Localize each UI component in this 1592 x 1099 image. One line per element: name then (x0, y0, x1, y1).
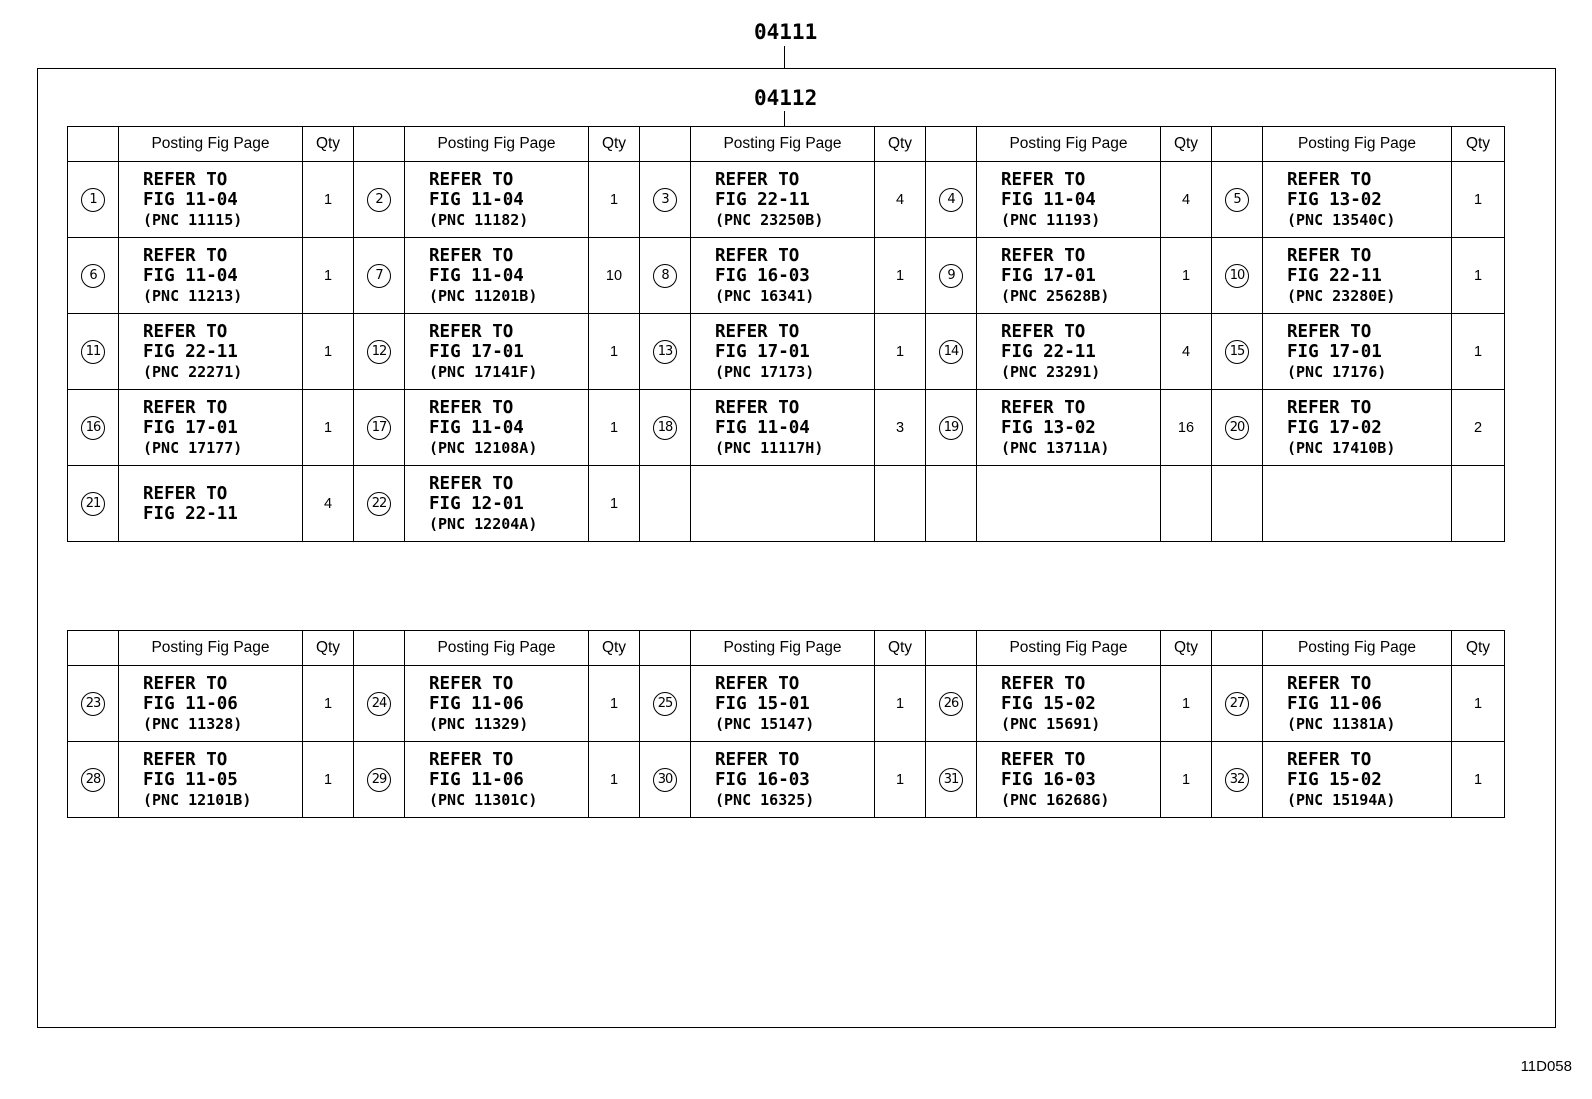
refer-to-text: REFER TO (1001, 169, 1086, 190)
item-number-cell (926, 466, 977, 542)
item-number-cell (640, 314, 691, 390)
item-number-cell (354, 390, 405, 466)
header-qty: Qty (875, 631, 926, 666)
pnc-reference: (PNC 23250B) (715, 210, 824, 229)
refer-to-text: REFER TO (143, 245, 228, 266)
quantity-cell: 1 (875, 238, 926, 314)
callout-number: 27 (1225, 692, 1249, 716)
reference-cell (1263, 666, 1452, 742)
pnc-reference: (PNC 13540C) (1287, 210, 1396, 229)
reference-cell (405, 314, 589, 390)
refer-to-text: REFER TO (429, 673, 514, 694)
item-number-cell (926, 162, 977, 238)
figure-reference: FIG 15-02 (1001, 693, 1096, 714)
item-number-cell (926, 390, 977, 466)
quantity-cell: 1 (303, 238, 354, 314)
pnc-reference: (PNC 17173) (715, 362, 815, 381)
callout-number: 2 (367, 188, 391, 212)
callout-number: 4 (939, 188, 963, 212)
header-qty: Qty (589, 127, 640, 162)
figure-reference: FIG 11-06 (1287, 693, 1382, 714)
pnc-reference: (PNC 11301C) (429, 790, 538, 809)
item-number-cell (354, 314, 405, 390)
parts-row (68, 162, 1505, 238)
reference-cell (977, 742, 1161, 818)
quantity-cell: 16 (1161, 390, 1212, 466)
pnc-reference: (PNC 11201B) (429, 286, 538, 305)
pnc-reference: (PNC 11193) (1001, 210, 1101, 229)
header-posting-fig-page: Posting Fig Page (119, 127, 303, 162)
quantity-cell: 1 (875, 742, 926, 818)
figure-reference: FIG 16-03 (715, 265, 810, 286)
header-num-cell (640, 127, 691, 162)
figure-reference: FIG 11-04 (143, 189, 238, 210)
header-posting-fig-page: Posting Fig Page (405, 631, 589, 666)
item-number-cell (68, 666, 119, 742)
quantity-cell: 4 (1161, 314, 1212, 390)
assembly-leader-line (784, 46, 785, 68)
quantity-cell: 4 (1161, 162, 1212, 238)
refer-to-text: REFER TO (1287, 749, 1372, 770)
pnc-reference: (PNC 17410B) (1287, 438, 1396, 457)
reference-cell (977, 666, 1161, 742)
item-number-cell (68, 466, 119, 542)
pnc-reference: (PNC 12204A) (429, 514, 538, 533)
refer-to-text: REFER TO (1287, 169, 1372, 190)
figure-reference: FIG 11-04 (429, 189, 524, 210)
reference-cell (119, 314, 303, 390)
quantity-cell: 1 (589, 390, 640, 466)
callout-number: 16 (81, 416, 105, 440)
pnc-reference: (PNC 11213) (143, 286, 243, 305)
refer-to-text: REFER TO (1287, 397, 1372, 418)
refer-to-text: REFER TO (143, 673, 228, 694)
reference-cell (405, 466, 589, 542)
figure-reference: FIG 17-01 (1287, 341, 1382, 362)
item-number-cell (640, 666, 691, 742)
reference-cell (977, 390, 1161, 466)
pnc-reference: (PNC 11381A) (1287, 714, 1396, 733)
quantity-cell: 4 (875, 162, 926, 238)
item-number-cell (640, 466, 691, 542)
figure-reference: FIG 11-04 (429, 265, 524, 286)
refer-to-text: REFER TO (1287, 673, 1372, 694)
subassembly-leader-line (784, 111, 785, 127)
figure-reference: FIG 12-01 (429, 493, 524, 514)
header-posting-fig-page: Posting Fig Page (405, 127, 589, 162)
refer-to-text: REFER TO (143, 749, 228, 770)
refer-to-text: REFER TO (143, 397, 228, 418)
quantity-cell: 10 (589, 238, 640, 314)
callout-number: 10 (1225, 264, 1249, 288)
pnc-reference: (PNC 11117H) (715, 438, 824, 457)
callout-number: 14 (939, 340, 963, 364)
pnc-reference: (PNC 17177) (143, 438, 243, 457)
header-posting-fig-page: Posting Fig Page (977, 631, 1161, 666)
parts-row (68, 314, 1505, 390)
figure-reference: FIG 17-01 (1001, 265, 1096, 286)
pnc-reference: (PNC 15194A) (1287, 790, 1396, 809)
quantity-cell: 1 (303, 666, 354, 742)
quantity-cell: 3 (875, 390, 926, 466)
item-number-cell (1212, 238, 1263, 314)
header-num-cell (926, 127, 977, 162)
reference-cell (691, 466, 875, 542)
figure-reference: FIG 16-03 (715, 769, 810, 790)
refer-to-text: REFER TO (715, 673, 800, 694)
callout-number: 15 (1225, 340, 1249, 364)
refer-to-text: REFER TO (715, 169, 800, 190)
refer-to-text: REFER TO (715, 749, 800, 770)
callout-number: 28 (81, 768, 105, 792)
header-num-cell (1212, 127, 1263, 162)
item-number-cell (1212, 666, 1263, 742)
item-number-cell (640, 742, 691, 818)
callout-number: 32 (1225, 768, 1249, 792)
refer-to-text: REFER TO (429, 397, 514, 418)
reference-cell (1263, 238, 1452, 314)
pnc-reference: (PNC 11182) (429, 210, 529, 229)
callout-number: 6 (81, 264, 105, 288)
refer-to-text: REFER TO (429, 749, 514, 770)
figure-reference: FIG 17-02 (1287, 417, 1382, 438)
quantity-cell: 4 (303, 466, 354, 542)
figure-reference: FIG 17-01 (715, 341, 810, 362)
reference-cell (1263, 314, 1452, 390)
header-row (68, 127, 1505, 162)
quantity-cell: 1 (1161, 666, 1212, 742)
reference-cell (977, 314, 1161, 390)
header-num-cell (640, 631, 691, 666)
pnc-reference: (PNC 22271) (143, 362, 243, 381)
pnc-reference: (PNC 17176) (1287, 362, 1387, 381)
quantity-cell (1161, 466, 1212, 542)
figure-reference: FIG 11-05 (143, 769, 238, 790)
reference-cell (977, 162, 1161, 238)
callout-number: 12 (367, 340, 391, 364)
quantity-cell: 1 (303, 742, 354, 818)
callout-number: 13 (653, 340, 677, 364)
header-qty: Qty (1161, 631, 1212, 666)
pnc-reference: (PNC 23280E) (1287, 286, 1396, 305)
refer-to-text: REFER TO (429, 321, 514, 342)
figure-reference: FIG 16-03 (1001, 769, 1096, 790)
drawing-code: 11D058 (1520, 1058, 1572, 1075)
header-posting-fig-page: Posting Fig Page (691, 127, 875, 162)
header-qty: Qty (1452, 631, 1505, 666)
callout-number: 31 (939, 768, 963, 792)
reference-cell (977, 466, 1161, 542)
quantity-cell: 1 (1452, 666, 1505, 742)
item-number-cell (926, 314, 977, 390)
item-number-cell (68, 314, 119, 390)
header-num-cell (354, 631, 405, 666)
callout-number: 22 (367, 492, 391, 516)
refer-to-text: REFER TO (715, 397, 800, 418)
quantity-cell (875, 466, 926, 542)
refer-to-text: REFER TO (429, 473, 514, 494)
refer-to-text: REFER TO (429, 169, 514, 190)
figure-reference: FIG 17-01 (143, 417, 238, 438)
reference-cell (405, 162, 589, 238)
parts-row (68, 666, 1505, 742)
refer-to-text: REFER TO (1001, 397, 1086, 418)
reference-cell (691, 314, 875, 390)
header-qty: Qty (303, 127, 354, 162)
reference-cell (119, 666, 303, 742)
header-posting-fig-page: Posting Fig Page (1263, 631, 1452, 666)
parts-row (68, 238, 1505, 314)
quantity-cell: 1 (875, 666, 926, 742)
item-number-cell (640, 162, 691, 238)
item-number-cell (640, 238, 691, 314)
pnc-reference: (PNC 15691) (1001, 714, 1101, 733)
figure-reference: FIG 11-06 (429, 769, 524, 790)
parts-row (68, 466, 1505, 542)
header-qty: Qty (303, 631, 354, 666)
item-number-cell (1212, 390, 1263, 466)
pnc-reference: (PNC 23291) (1001, 362, 1101, 381)
refer-to-text: REFER TO (715, 321, 800, 342)
reference-cell (119, 742, 303, 818)
refer-to-text: REFER TO (1001, 749, 1086, 770)
pnc-reference: (PNC 25628B) (1001, 286, 1110, 305)
item-number-cell (926, 666, 977, 742)
quantity-cell: 1 (589, 162, 640, 238)
item-number-cell (68, 742, 119, 818)
reference-cell (691, 666, 875, 742)
item-number-cell (68, 238, 119, 314)
quantity-cell: 1 (1452, 742, 1505, 818)
header-qty: Qty (1161, 127, 1212, 162)
callout-number: 5 (1225, 188, 1249, 212)
reference-cell (691, 162, 875, 238)
pnc-reference: (PNC 12108A) (429, 438, 538, 457)
callout-number: 11 (81, 340, 105, 364)
subassembly-label: 04112 (754, 86, 818, 110)
callout-number: 9 (939, 264, 963, 288)
quantity-cell: 1 (1452, 314, 1505, 390)
header-num-cell (1212, 631, 1263, 666)
figure-reference: FIG 22-11 (1287, 265, 1382, 286)
header-posting-fig-page: Posting Fig Page (691, 631, 875, 666)
reference-cell (405, 390, 589, 466)
quantity-cell: 2 (1452, 390, 1505, 466)
figure-reference: FIG 17-01 (429, 341, 524, 362)
quantity-cell: 1 (589, 466, 640, 542)
callout-number: 21 (81, 492, 105, 516)
item-number-cell (640, 390, 691, 466)
callout-number: 30 (653, 768, 677, 792)
figure-reference: FIG 22-11 (715, 189, 810, 210)
callout-number: 8 (653, 264, 677, 288)
item-number-cell (354, 162, 405, 238)
pnc-reference: (PNC 13711A) (1001, 438, 1110, 457)
item-number-cell (68, 390, 119, 466)
parts-table-lower (67, 630, 1505, 818)
refer-to-text: REFER TO (1001, 321, 1086, 342)
reference-cell (1263, 162, 1452, 238)
pnc-reference: (PNC 12101B) (143, 790, 252, 809)
figure-reference: FIG 11-06 (143, 693, 238, 714)
quantity-cell: 1 (589, 314, 640, 390)
callout-number: 1 (81, 188, 105, 212)
callout-number: 19 (939, 416, 963, 440)
header-qty: Qty (589, 631, 640, 666)
item-number-cell (1212, 742, 1263, 818)
figure-reference: FIG 13-02 (1287, 189, 1382, 210)
reference-cell (1263, 742, 1452, 818)
reference-cell (691, 390, 875, 466)
header-posting-fig-page: Posting Fig Page (119, 631, 303, 666)
refer-to-text: REFER TO (1287, 245, 1372, 266)
reference-cell (119, 466, 303, 542)
reference-cell (119, 162, 303, 238)
parts-row (68, 742, 1505, 818)
header-num-cell (926, 631, 977, 666)
assembly-label: 04111 (754, 20, 818, 44)
quantity-cell: 1 (589, 742, 640, 818)
item-number-cell (1212, 162, 1263, 238)
reference-cell (119, 390, 303, 466)
quantity-cell: 1 (1452, 162, 1505, 238)
quantity-cell: 1 (875, 314, 926, 390)
callout-number: 3 (653, 188, 677, 212)
reference-cell (1263, 466, 1452, 542)
reference-cell (1263, 390, 1452, 466)
refer-to-text: REFER TO (143, 483, 228, 504)
item-number-cell (354, 466, 405, 542)
figure-reference: FIG 11-04 (143, 265, 238, 286)
refer-to-text: REFER TO (143, 169, 228, 190)
pnc-reference: (PNC 16325) (715, 790, 815, 809)
callout-number: 17 (367, 416, 391, 440)
pnc-reference: (PNC 16268G) (1001, 790, 1110, 809)
pnc-reference: (PNC 11115) (143, 210, 243, 229)
header-num-cell (68, 127, 119, 162)
refer-to-text: REFER TO (715, 245, 800, 266)
header-posting-fig-page: Posting Fig Page (1263, 127, 1452, 162)
figure-reference: FIG 13-02 (1001, 417, 1096, 438)
figure-reference: FIG 11-06 (429, 693, 524, 714)
item-number-cell (354, 742, 405, 818)
refer-to-text: REFER TO (1287, 321, 1372, 342)
callout-number: 7 (367, 264, 391, 288)
pnc-reference: (PNC 16341) (715, 286, 815, 305)
refer-to-text: REFER TO (1001, 673, 1086, 694)
header-num-cell (68, 631, 119, 666)
reference-cell (119, 238, 303, 314)
quantity-cell (1452, 466, 1505, 542)
callout-number: 26 (939, 692, 963, 716)
quantity-cell: 1 (303, 162, 354, 238)
header-row (68, 631, 1505, 666)
parts-row (68, 390, 1505, 466)
item-number-cell (926, 238, 977, 314)
item-number-cell (1212, 466, 1263, 542)
figure-reference: FIG 15-01 (715, 693, 810, 714)
quantity-cell: 1 (303, 390, 354, 466)
figure-reference: FIG 22-11 (143, 341, 238, 362)
callout-number: 20 (1225, 416, 1249, 440)
figure-reference: FIG 11-04 (1001, 189, 1096, 210)
header-posting-fig-page: Posting Fig Page (977, 127, 1161, 162)
callout-number: 23 (81, 692, 105, 716)
pnc-reference: (PNC 17141F) (429, 362, 538, 381)
item-number-cell (1212, 314, 1263, 390)
refer-to-text: REFER TO (143, 321, 228, 342)
item-number-cell (354, 238, 405, 314)
pnc-reference: (PNC 11329) (429, 714, 529, 733)
figure-reference: FIG 15-02 (1287, 769, 1382, 790)
callout-number: 25 (653, 692, 677, 716)
quantity-cell: 1 (1452, 238, 1505, 314)
quantity-cell: 1 (303, 314, 354, 390)
refer-to-text: REFER TO (429, 245, 514, 266)
header-qty: Qty (1452, 127, 1505, 162)
parts-table-upper (67, 126, 1505, 542)
quantity-cell: 1 (1161, 238, 1212, 314)
callout-number: 24 (367, 692, 391, 716)
refer-to-text: REFER TO (1001, 245, 1086, 266)
header-num-cell (354, 127, 405, 162)
reference-cell (977, 238, 1161, 314)
callout-number: 29 (367, 768, 391, 792)
reference-cell (691, 238, 875, 314)
figure-reference: FIG 11-04 (429, 417, 524, 438)
figure-reference: FIG 22-11 (1001, 341, 1096, 362)
header-qty: Qty (875, 127, 926, 162)
figure-reference: FIG 22-11 (143, 503, 238, 524)
reference-cell (405, 742, 589, 818)
figure-reference: FIG 11-04 (715, 417, 810, 438)
quantity-cell: 1 (589, 666, 640, 742)
item-number-cell (926, 742, 977, 818)
reference-cell (405, 238, 589, 314)
reference-cell (691, 742, 875, 818)
item-number-cell (68, 162, 119, 238)
reference-cell (405, 666, 589, 742)
quantity-cell: 1 (1161, 742, 1212, 818)
callout-number: 18 (653, 416, 677, 440)
pnc-reference: (PNC 15147) (715, 714, 815, 733)
pnc-reference: (PNC 11328) (143, 714, 243, 733)
item-number-cell (354, 666, 405, 742)
